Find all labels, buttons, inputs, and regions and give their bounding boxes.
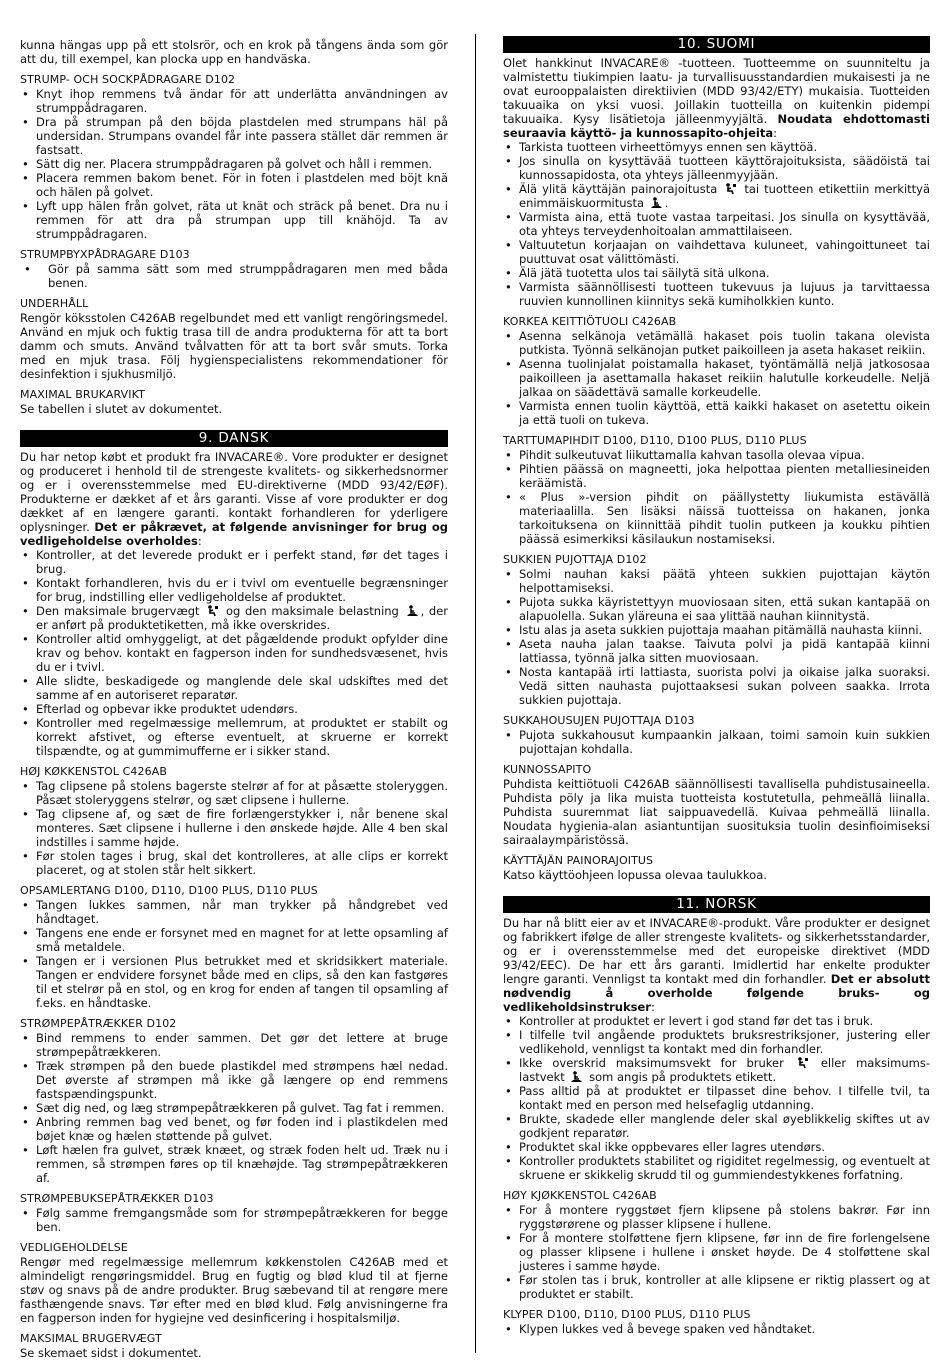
no-intro-text: Du har nå blitt eier av et INVACARE®-produkt. Våre produkter er designet og fabrikkert ifølge de aller strengeste kvalitets- og sikkerhetsstandarder, og er i overensstemmelse med det europeiske direktivet (MDD 93/42/EEC). De har ett års garanti. Imidlertid har enkelte produkter lengre garanti. Vennligst ta kontakt med din forhandler. xyxy=(503,916,930,986)
list-item xyxy=(503,1056,930,1084)
user-weight-icon xyxy=(206,605,219,617)
list-item: • Valtuutetun korjaajan on vaihdettava kuluneet, vahingoittuneet tai puuttuvat osat välittömästi. xyxy=(503,238,930,266)
fi-d103-title: SUKKAHOUSUJEN PUJOTTAJA D103 xyxy=(503,714,695,727)
rule-text: Den maksimale brugervægt xyxy=(36,604,200,618)
fi-rules-list xyxy=(503,140,930,308)
da-d102-title: STRØMPEPÅTRÆKKER D102 xyxy=(20,1017,177,1030)
sv-care-title: UNDERHÅLL xyxy=(20,297,89,310)
rule-text: , der er anført på produktetiketten, må ikke overskrides. xyxy=(36,604,449,632)
list-item: • Pass alltid på at produktet er tilpasset dine behov. I tilfelle tvil, ta kontakt med en person med helsefaglig utdanning. xyxy=(503,1084,930,1112)
list-item: • Følg samme fremgangsmåde som for strømpepåtrækkeren for begge ben. xyxy=(20,1206,448,1234)
list-item: • Kontroller, at det leverede produkt er i perfekt stand, før det tages i brug. xyxy=(20,548,448,576)
list-item: • Kontroller med regelmæssige mellemrum, at produktet er stabilt og korrekt afstivet, og efterse eventuelt, at skruerne er korrekt tilspændte, og at gummimufferne er i sikker stand. xyxy=(20,716,448,758)
list-item: • Jos sinulla on kysyttävää tuotteen käyttörajoituksista, säädöistä tai kunnossapidosta, ota yhteys jälleenmyyjään. xyxy=(503,154,930,182)
user-weight-icon xyxy=(796,1057,809,1069)
list-item: • Bind remmens to ender sammen. Det gør det lettere at bruge strømpepåtrækkeren. xyxy=(20,1031,448,1059)
list-item: • Solmi nauhan kaksi päätä yhteen sukkien pujottajan käytön helpottamiseksi. xyxy=(503,567,930,595)
list-item: • Kontroller produktets stabilitet og rigiditet regelmessig, og eventuelt at skruene er skikkelig skrudd til og gummiendestykkenes forfatning. xyxy=(503,1154,930,1182)
max-load-icon xyxy=(406,605,419,617)
list-item: • Kontroller altid omhyggeligt, at det pågældende produkt opfylder dine krav og behov. kontakt en fagperson inden for sundhedsvæsenet, hvis du er i tvivl. xyxy=(20,632,448,674)
list-item: • « Plus »-version pihdit on päällystetty liukumista estävällä materiaalilla. Sen lisäksi näissä tuotteissa on hakanen, jonka tarkoituksena on kiinnittää pihdit tuolin putkeen ja koukku pihtien päässä esimerkiksi käsilaukun nostamiseksi. xyxy=(503,490,930,546)
fi-weight-title: KÄYTTÄJÄN PAINORAJOITUS xyxy=(503,854,654,867)
list-item: • Varmista aina, että tuote vastaa tarpeitasi. Jos sinulla on kysyttävää, ota yhteys terveydenhoitoalan ammattilaiseen. xyxy=(503,210,930,238)
fi-chair-title: KORKEA KEITTIÖTUOLI C426AB xyxy=(503,315,677,328)
list-item: • Asenna tuolinjalat poistamalla hakaset, työntämällä neljä jatkososaa paikoilleen ja asettamalla hakaset reikiin halutulle korkeudelle. Neljä jalkaa on säädettävä samalle korkeudelle. xyxy=(503,357,930,399)
rule-text: Älä ylitä käyttäjän painorajoitusta xyxy=(519,182,718,196)
sv-d103-title: STRUMPBYXPÅDRAGARE D103 xyxy=(20,248,190,261)
no-intro xyxy=(503,916,930,1014)
rule-text: og den maksimale belastning xyxy=(225,604,399,618)
list-item: • Løft hælen fra gulvet, stræk knæet, og stræk foden helt ud. Træk nu i remmen, så strømpen føres op til knæhøjde. Tag strømpepåtrækkeren af. xyxy=(20,1143,448,1185)
rule-text: tai tuotteen etikettiin merkittyä enimmäiskuormitusta xyxy=(519,182,931,210)
column-divider xyxy=(475,34,476,1353)
list-item: • Varmista ennen tuolin käyttöä, että kaikki hakaset on asetettu oikein ja että tuoli on tukeva. xyxy=(503,399,930,427)
list-item: • Asenna selkänoja vetämällä hakaset pois tuolin takana olevista putkista. Työnnä selkänojan putket paikoilleen ja aseta hakaset reikiin. xyxy=(503,329,930,357)
sv-d102-title: STRUMP- OCH SOCKPÅDRAGARE D102 xyxy=(20,73,236,86)
sv-d103-list xyxy=(20,262,448,290)
rule-text: eller maksimums-lastvekt xyxy=(519,1056,930,1084)
list-item: • Tangens ene ende er forsynet med en magnet for at lette opsamling af små metaldele. xyxy=(20,926,448,954)
da-intro xyxy=(20,450,448,548)
fi-d102-title: SUKKIEN PUJOTTAJA D102 xyxy=(503,553,647,566)
da-weight-text: Se skemaet sidst i dokumentet. xyxy=(20,1346,202,1360)
no-rules-list xyxy=(503,1014,930,1182)
section-heading-dansk: 9. DANSK xyxy=(20,430,448,447)
fi-intro-text: Olet hankkinut INVACARE® -tuotteen. Tuotteemme on suunniteltu ja valmistettu tiukimpien laatu- ja turvallisuusstandardien mukaisesti ja ne ovat eurooppalaisten direktiivien (MDD 93/42/ETY) mukaisia. Tuotteiden takuuaika on yksi vuosi. Joillakin tuotteilla on kuitenkin pidempi takuuaika. Kysy lisätietoja jälleenmyyjältä. xyxy=(503,56,930,126)
fi-intro xyxy=(503,56,930,140)
list-item: • Knyt ihop remmens två ändar för att underlätta användningen av strumppådragaren. xyxy=(20,87,448,115)
da-d102-list xyxy=(20,1031,448,1185)
list-item: • Tag clipsene på stolens bagerste stelrør af for at påsætte stoleryggen. Påsæt stoleryggens stelrør, og sæt clipsene i hullerne. xyxy=(20,779,448,807)
list-item: • Pihdit sulkeutuvat liikuttamalla kahvan tasolla olevaa vipua. xyxy=(503,448,930,462)
fi-care-text: Puhdista keittiötuoli C426AB säännöllisesti tavallisella puhdistusaineella. Puhdista pöly ja lika muista tuotteista kostutetulla, pehmeällä liinalla. Puhdista suuremmat liat saippuavedellä. Kuivaa pehmeällä liinalla. Noudata hygienia-alan asiantuntijan suosituksia tuolin desinfioimiseksi sairaalaympäristössä. xyxy=(503,777,930,847)
list-item: • Dra på strumpan på den böjda plastdelen med strumpans häl på undersidan. Strumpans ovandel får inte passera stället där remmen är fastsatt. xyxy=(20,115,448,157)
no-chair-title: HØY KJØKKENSTOL C426AB xyxy=(503,1189,657,1202)
list-item: • Lyft upp hälen från golvet, räta ut knät och sträck på benet. Dra nu i remmen för att dra på strumpan upp till knähöjd. Ta av strumppådragaren. xyxy=(20,199,448,241)
list-item: • Pujota sukkahousut kumpaankin jalkaan, toimi samoin kuin sukkien pujottajan kohdalla. xyxy=(503,728,930,756)
list-item: • Kontroller at produktet er levert i god stand før det tas i bruk. xyxy=(503,1014,930,1028)
list-item: • Træk strømpen på den buede plastikdel med strømpens hæl nedad. Det øverste af strømpen må ikke gå længere op end remmens fastspændingspunkt. xyxy=(20,1059,448,1101)
max-load-icon xyxy=(650,197,663,209)
list-item: • Efterlad og opbevar ikke produktet udendørs. xyxy=(20,702,448,716)
fi-weight-text: Katso käyttöohjeen lopussa olevaa taulukkoa. xyxy=(503,868,767,882)
list-item: • For å montere ryggstøet fjern klipsene på stolens bakrør. Før inn ryggstørørene og plasser klipsene i hullene. xyxy=(503,1203,930,1231)
right-column xyxy=(503,36,930,1353)
list-item: • Produktet skal ikke oppbevares eller lagres utendørs. xyxy=(503,1140,930,1154)
list-item: • Anbring remmen bag ved benet, og før foden ind i plastikdelen med bøjet knæ og hælen støttende på gulvet. xyxy=(20,1115,448,1143)
list-item: • Tag clipsene af, og sæt de fire forlængerstykker i, når benene skal monteres. Sæt clipsene i hullerne i den ønskede højde. Alle 4 ben skal indstilles i samme højde. xyxy=(20,807,448,849)
list-item: • Aseta nauha jalan taakse. Taivuta polvi ja pidä kantapää kiinni lattiassa, työnnä jalka sitten muoviosaan. xyxy=(503,637,930,665)
fi-care-title: KUNNOSSAPITO xyxy=(503,763,592,776)
list-item: • Tarkista tuotteen virheettömyys ennen sen käyttöä. xyxy=(503,140,930,154)
fi-chair-list xyxy=(503,329,930,427)
list-item: • Før stolen tages i brug, skal det kontrolleres, at alle clips er korrekt placeret, og at stolen står helt sikkert. xyxy=(20,849,448,877)
list-item: • Pujota sukka käyristettyyn muoviosaan siten, että sukan kantapää on alapuolella. Sukan yläreuna ei saa ylittää nauhan kiinnitystä. xyxy=(503,595,930,623)
sv-weight-text: Se tabellen i slutet av dokumentet. xyxy=(20,402,223,416)
section-heading-norsk: 11. NORSK xyxy=(503,896,930,913)
list-item: • Varmista säännöllisesti tuotteen tukevuus ja lujuus ja tarvittaessa ruuvien kunnollinen kiinnitys sekä kumiholkkien kunto. xyxy=(503,280,930,308)
list-item: • Tangen lukkes sammen, når man trykker på håndgrebet ved håndtaget. xyxy=(20,898,448,926)
fi-intro-colon: : xyxy=(773,126,777,140)
no-intro-bold: Det er absolutt nødvendig å overholde følgende bruks- og vedlikeholdsinstrukser xyxy=(503,972,931,1014)
list-item: • Placera remmen bakom benet. För in foten i plastdelen med böjt knä och hälen på golvet. xyxy=(20,171,448,199)
list-item: • Alle slidte, beskadigede og manglende dele skal udskiftes med det samme af en autoriseret reparatør. xyxy=(20,674,448,702)
list-item: • For å montere stolføttene fjern klipsene, før inn de fire forlengelsene og plasser klipsene i hullene i ønsket høyde. De 4 stolføttene skal justeres i samme høyde. xyxy=(503,1231,930,1273)
sv-d102-list xyxy=(20,87,448,241)
sv-intro-text: kunna hängas upp på ett stolsrör, och en krok på tångens ända som gör att du, till exempel, kan plocka upp en handväska. xyxy=(20,38,448,66)
list-item: • Nosta kantapää irti lattiasta, suorista polvi ja oikaise jalka suoraksi. Vedä sitten nauhasta pujottaaksesi sukan polveen saakka. Irrota sukkien pujottaja. xyxy=(503,665,930,707)
da-d103-title: STRØMPEBUKSEPÅTRÆKKER D103 xyxy=(20,1192,214,1205)
left-column xyxy=(20,38,449,1360)
no-chair-list xyxy=(503,1203,930,1301)
list-item: • Brukte, skadede eller manglende deler skal øyeblikkelig skiftes ut av godkjent reparatør. xyxy=(503,1112,930,1140)
rule-text: . xyxy=(664,196,669,210)
list-item: • Istu alas ja aseta sukkien pujottaja maahan pitämällä nauhasta kiinni. xyxy=(503,623,930,637)
sv-weight-title: MAXIMAL BRUKARVIKT xyxy=(20,388,145,401)
no-tongs-title: KLYPER D100, D110, D100 PLUS, D110 PLUS xyxy=(503,1308,751,1321)
list-item: • I tilfelle tvil angående produktets bruksrestriksjoner, justering eller vedlikehold, vennligst ta kontakt med din forhandler. xyxy=(503,1028,930,1056)
da-weight-title: MAKSIMAL BRUGERVÆGT xyxy=(20,1332,162,1345)
fi-tongs-title: TARTTUMAPIHDIT D100, D110, D100 PLUS, D110 PLUS xyxy=(503,434,807,447)
list-item: • Älä jätä tuotetta ulos tai säilytä sitä ulkona. xyxy=(503,266,930,280)
da-tongs-list xyxy=(20,898,448,1010)
user-weight-icon xyxy=(724,183,737,195)
list-item: • Før stolen tas i bruk, kontroller at alle klipsene er riktig plassert og at produktet er stabilt. xyxy=(503,1273,930,1301)
da-rules-list xyxy=(20,548,448,758)
da-intro-text: Du har netop købt et produkt fra INVACARE®. Vore produkter er designet og produceret i henhold til de strengeste kvalitets- og sikkerhedsnormer og er i overensstemmelse med EU-direktiverne (MDD 93/42/EØF). Produkterne er dækket af et års garanti. Visse af vore produkter er dog dækket af en længere garanti. kontakt forhandleren for yderligere oplysninger. xyxy=(20,450,448,534)
list-item: • Gör på samma sätt som med strumppådragaren men med båda benen. xyxy=(20,262,448,290)
sv-care-text: Rengör köksstolen C426AB regelbundet med ett vanligt rengöringsmedel. Använd en mjuk och fuktig trasa till de andra produkterna för att ta bort damm och smuts. Använd tvålvatten för att ta bort svår smuts. Torka med en mjuk trasa. Följ hygienspecialistens rekommendationer för desinfektion i sjukhusmiljö. xyxy=(20,311,448,381)
da-care-title: VEDLIGEHOLDELSE xyxy=(20,1241,128,1254)
list-item: • Klypen lukkes ved å bevege spaken ved håndtaket. xyxy=(503,1322,930,1336)
section-heading-suomi: 10. SUOMI xyxy=(503,36,930,53)
da-intro-bold: Det er påkrævet, at følgende anvisninger for brug og vedligeholdelse overholdes xyxy=(20,520,449,548)
list-item xyxy=(20,604,448,632)
da-d103-list xyxy=(20,1206,448,1234)
list-item: • Kontakt forhandleren, hvis du er i tvivl om eventuelle begrænsninger for brug, indstilling eller vedligeholdelse af produktet. xyxy=(20,576,448,604)
da-tongs-title: OPSAMLERTANG D100, D110, D100 PLUS, D110 PLUS xyxy=(20,884,318,897)
list-item: • Pihtien päässä on magneetti, joka helpottaa pienten metalliesineiden keräämistä. xyxy=(503,462,930,490)
fi-d102-list xyxy=(503,567,930,707)
fi-tongs-list xyxy=(503,448,930,546)
da-chair-list xyxy=(20,779,448,877)
rule-text: som angis på produktets etikett. xyxy=(589,1070,777,1084)
fi-intro-bold: Noudata ehdottomasti seuraavia käyttö- ja kunnossapito-ohjeita xyxy=(503,112,930,140)
da-chair-title: HØJ KØKKENSTOL C426AB xyxy=(20,765,167,778)
no-tongs-list xyxy=(503,1322,930,1336)
list-item: • Sätt dig ner. Placera strumppådragaren på golvet och håll i remmen. xyxy=(20,157,448,171)
list-item: • Sæt dig ned, og læg strømpepåtrækkeren på gulvet. Tag fat i remmen. xyxy=(20,1101,448,1115)
fi-d103-list xyxy=(503,728,930,756)
da-intro-colon: : xyxy=(197,534,202,548)
max-load-icon xyxy=(570,1071,583,1083)
da-care-text: Rengør med regelmæssige mellemrum køkkenstolen C426AB med et almindeligt rengøringsmiddel. Brug en fugtig og blød klud til at fjerne støv og snavs på de andre produkter. Brug sæbevand til at rengøre mere fasthængende snavs. Tør efter med en blød klud. Følg anvisningerne fra en fagperson inden for hygiejne ved desinficering i hospitalsmiljø. xyxy=(20,1255,448,1325)
no-intro-colon: : xyxy=(650,1000,655,1014)
list-item xyxy=(503,182,930,210)
list-item: • Tangen er i versionen Plus betrukket med et skridsikkert materiale. Tangen er endvidere forsynet både med en clips, så den kan fastgøres til et stelrør på en stol, og en krog for enden af tangen til opsamling af f.eks. en håndtaske. xyxy=(20,954,448,1010)
rule-text: Ikke overskrid maksimumsvekt for bruker xyxy=(519,1056,784,1070)
